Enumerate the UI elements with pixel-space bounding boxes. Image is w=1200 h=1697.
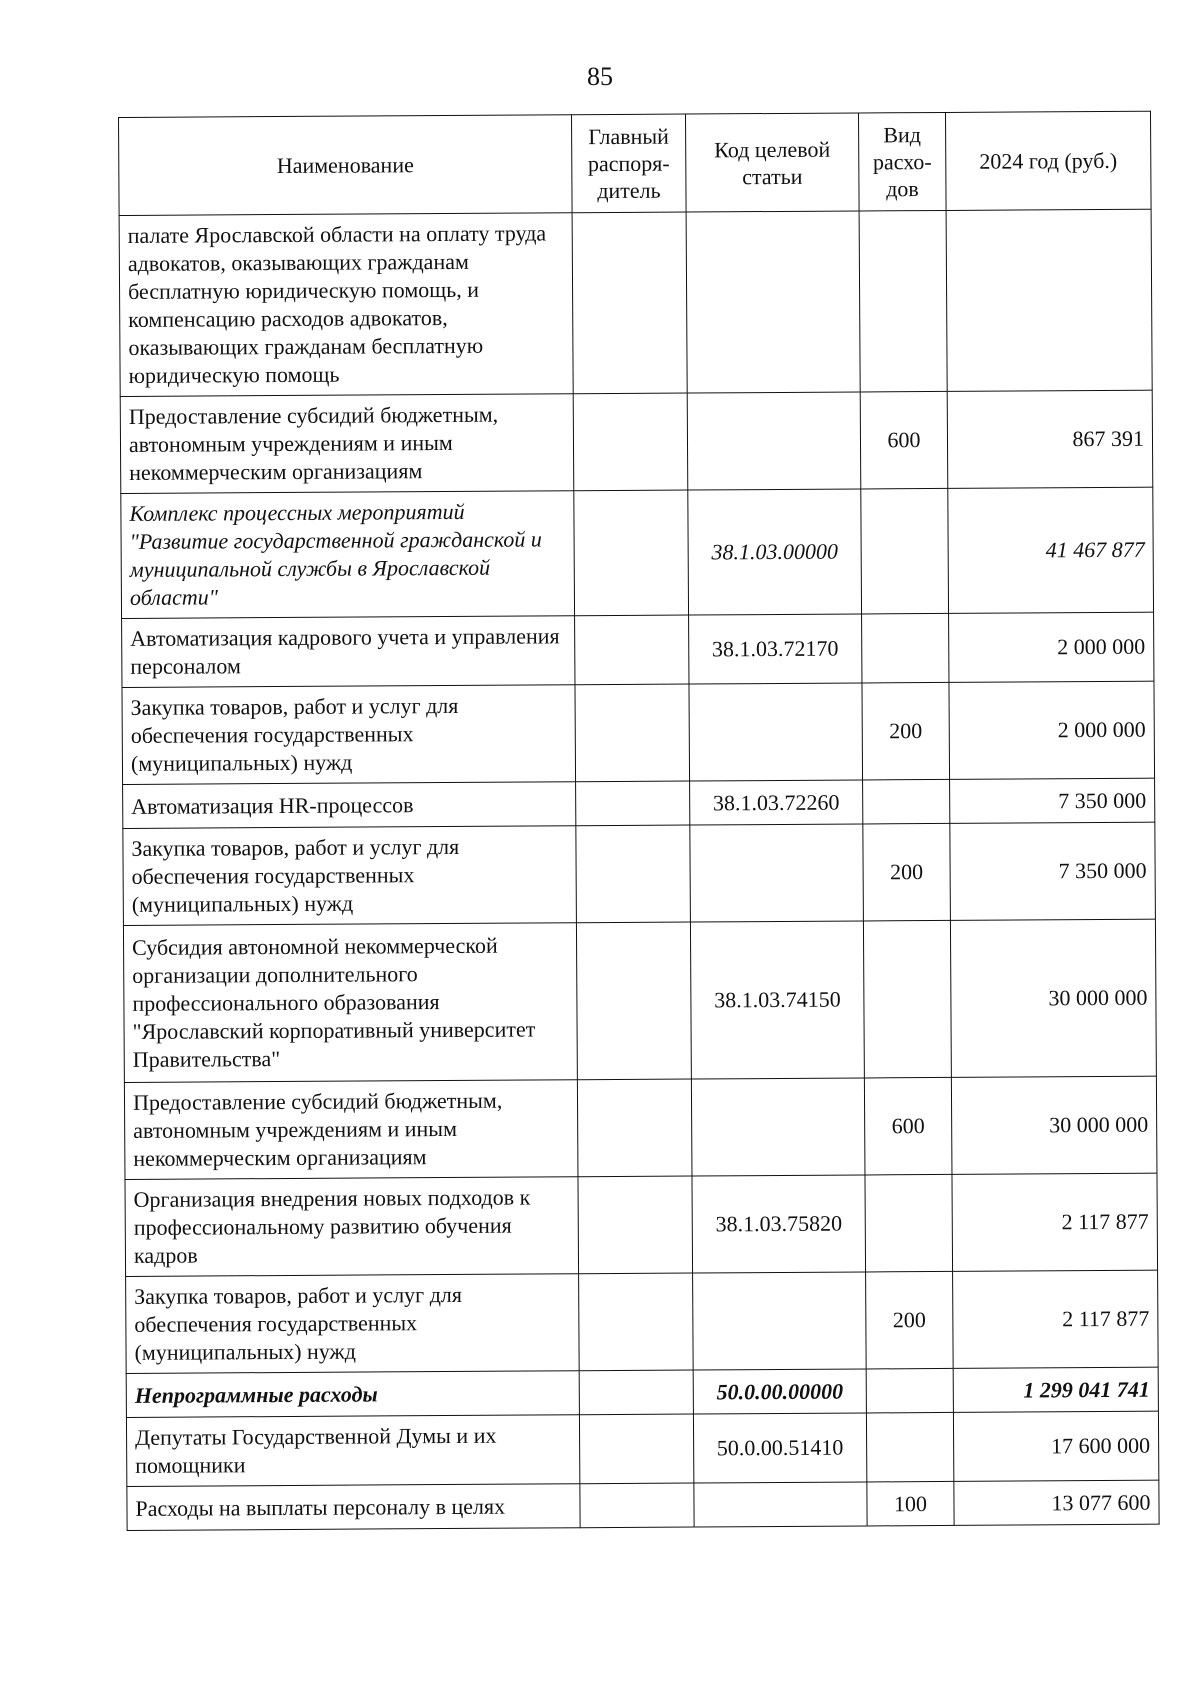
row-amount: 7 350 000: [950, 822, 1156, 920]
row-amount: [946, 209, 1152, 391]
row-code: [687, 392, 861, 490]
table-row: [120, 390, 1153, 493]
table-row: [123, 778, 1155, 828]
row-amount: 41 467 877: [948, 487, 1154, 613]
row-code: 38.1.03.00000: [688, 489, 862, 615]
row-type: 200: [862, 682, 950, 780]
row-type: [866, 1412, 953, 1482]
header-type: Вид расхо-дов: [858, 112, 946, 211]
table-row: [121, 487, 1154, 618]
table-row: [122, 612, 1154, 687]
row-name: Закупка товаров, работ и услуг для обеспечения государственных (муниципальных) нужд: [126, 1274, 580, 1374]
row-amount: 30 000 000: [950, 919, 1156, 1077]
table-row: [123, 822, 1156, 925]
header-year: 2024 год (руб.): [945, 111, 1151, 210]
row-type: 200: [866, 1271, 954, 1369]
row-name: Автоматизация HR-процессов: [123, 782, 576, 829]
row-admin: [576, 825, 691, 923]
row-name: Закупка товаров, работ и услуг для обеспечения государственных (муниципальных) нужд: [122, 685, 576, 785]
row-name: Автоматизация кадрового учета и управления персоналом: [122, 616, 575, 688]
row-code: 50.0.00.00000: [693, 1369, 866, 1414]
table-row: [126, 1270, 1159, 1373]
header-name: Наименование: [119, 115, 573, 216]
row-type: 600: [864, 1077, 952, 1175]
row-amount: 30 000 000: [951, 1076, 1157, 1174]
row-name: Депутаты Государственной Думы и их помощники: [126, 1415, 579, 1487]
table-row: [122, 681, 1155, 784]
row-code: 38.1.03.74150: [690, 921, 864, 1079]
row-type: 100: [867, 1481, 954, 1526]
row-admin: [579, 1370, 693, 1415]
table-row: [127, 1480, 1159, 1530]
header-code: Код целевой статьи: [685, 113, 859, 212]
row-type: [865, 1174, 953, 1272]
row-admin: [575, 684, 690, 782]
table-row: [126, 1411, 1158, 1486]
row-type: [866, 1368, 953, 1413]
row-amount: 7 350 000: [950, 778, 1155, 823]
row-name: Субсидия автономной некоммерческой организации дополнительного профессионального образования "Ярославский корпоративный университет Правительства": [123, 923, 577, 1083]
header-row: [119, 111, 1152, 215]
table-row: [124, 1076, 1157, 1179]
row-code: 38.1.03.75820: [692, 1175, 866, 1273]
row-amount: 867 391: [947, 390, 1153, 488]
row-admin: [574, 490, 689, 616]
row-amount: 2 000 000: [949, 612, 1154, 682]
row-admin: [579, 1414, 693, 1484]
row-admin: [578, 1176, 693, 1274]
table-row: [119, 209, 1152, 396]
table-row: [123, 919, 1156, 1082]
row-code: 50.0.00.51410: [693, 1413, 866, 1483]
row-type: [863, 779, 950, 824]
row-amount: 13 077 600: [954, 1480, 1159, 1525]
row-name: палате Ярославской области на оплату труда адвокатов, оказывающих гражданам бесплатную юридическую помощь, и компенсацию расходов адвокатов, оказывающих гражданам бесплатную юридическую помощь: [119, 213, 573, 397]
row-name: Предоставление субсидий бюджетным, автономным учреждениям и иным некоммерческим организациям: [120, 394, 574, 494]
row-admin: [576, 781, 690, 826]
row-name: Комплекс процессных мероприятий "Развитие государственной гражданской и муниципальной службы в Ярославской области": [121, 491, 575, 619]
row-code: [691, 1078, 865, 1176]
row-code: 38.1.03.72260: [690, 780, 863, 825]
row-amount: 2 000 000: [949, 681, 1155, 779]
row-code: [693, 1272, 867, 1370]
row-admin: [575, 615, 689, 685]
row-admin: [580, 1483, 694, 1528]
row-amount: 2 117 877: [953, 1270, 1159, 1368]
row-name: Расходы на выплаты персоналу в целях: [127, 1484, 580, 1531]
row-name: Закупка товаров, работ и услуг для обеспечения государственных (муниципальных) нужд: [123, 826, 577, 926]
row-code: [694, 1482, 867, 1527]
row-admin: [572, 212, 687, 394]
page-number: 85: [587, 62, 613, 91]
row-type: [859, 210, 947, 392]
row-code: [689, 683, 863, 781]
row-name: Предоставление субсидий бюджетным, автономным учреждениям и иным некоммерческим организациям: [124, 1080, 578, 1180]
row-amount: 17 600 000: [953, 1411, 1158, 1481]
row-type: [862, 613, 949, 683]
row-code: [686, 211, 860, 393]
row-type: 600: [860, 391, 948, 489]
row-code: 38.1.03.72170: [689, 614, 862, 684]
table-row: [126, 1367, 1158, 1417]
row-name: Непрограммные расходы: [126, 1371, 579, 1418]
row-type: [861, 488, 949, 614]
row-type: 200: [863, 823, 951, 921]
row-amount: 1 299 041 741: [953, 1367, 1158, 1412]
row-name: Организация внедрения новых подходов к профессиональному развитию обучения кадров: [125, 1177, 579, 1277]
row-admin: [576, 922, 691, 1080]
header-admin: Главный распоря-дитель: [571, 114, 686, 213]
row-admin: [573, 393, 688, 491]
row-admin: [579, 1273, 694, 1371]
table-row: [125, 1173, 1158, 1276]
budget-table: [118, 111, 1160, 1531]
row-admin: [577, 1079, 692, 1177]
row-code: [690, 824, 864, 922]
row-amount: 2 117 877: [952, 1173, 1158, 1271]
row-type: [863, 920, 951, 1078]
